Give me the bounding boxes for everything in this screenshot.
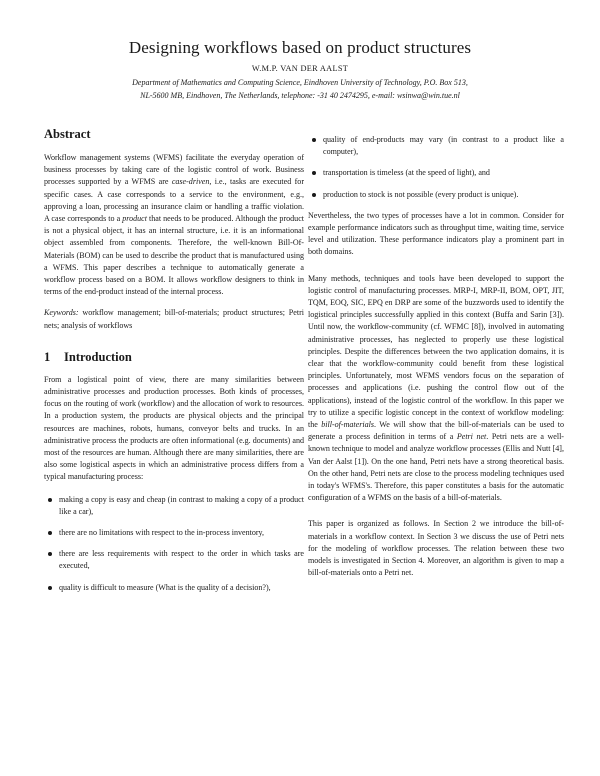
paper-title: Designing workflows based on product structures bbox=[128, 38, 472, 57]
list-item: there are less requirements with respect to the order in which tasks are executed, bbox=[48, 548, 304, 572]
intro-paragraph-2: Nevertheless, the two types of processes have a lot in common. Consider for example performance indicators such as throughput time, waiting time, service level and utilization. These performance indicators play a prominent part in both domains. bbox=[308, 210, 564, 257]
section-heading-introduction: 1 Introduction bbox=[44, 349, 132, 364]
list-item: transportation is timeless (at the speed of light), and bbox=[312, 167, 564, 179]
list-item: there are no limitations with respect to the in-process inventory, bbox=[48, 527, 304, 539]
left-column bbox=[44, 126, 304, 603]
abstract-heading: Abstract bbox=[44, 127, 91, 141]
affiliation-line-2: NL-5600 MB, Eindhoven, The Netherlands, telephone: -31 40 2474295, e-mail: wsinwa@win.tue.nl bbox=[140, 90, 460, 100]
keywords: Keywords: workflow management; bill-of-materials; product structures; Petri nets; analysis of workflows bbox=[44, 308, 304, 330]
intro-paragraph-1: From a logistical point of view, there are many similarities between administrative processes and production processes. Both kinds of processes, focus on the routing of work (workflow) and the allocation of work to resources. In a production system, the products are physical objects and the principal resources are machines, robots, humans, conveyor belts and trucks. In an administrative process the products are often informational (e.g. documents) and most of the resources are human. Although there are many similarities, there are also some logistical aspects in which an administrative process differs from a typical manufacturing process: bbox=[44, 374, 304, 482]
intro-paragraph-3: Many methods, techniques and tools have been developed to support the logistic control of manufacturing processes. MRP-I, MRP-II, BOM, OPT, JIT, TQM, EOQ, SIC, EPQ en DRP are some of the buzzwords used to identify the logistical principles successfully applied in this context (Buffa and Sarin [3]). Until now, the workflow-community (cf. WFMC [8]), involved in automating administrative processes, has neglected to properly use these logistical principles. Despite the differences between the two application domains, it is clear that the workflow-community could benefit from these logistical principles. Unfortunately, most WFMS vendors focus on the separation of processes and applications (i.e. pushing the control flow out of the applications), instead of the logistic control of the workflow. In this paper we try to utilize a specific logistic concept in the context of workflow modeling: the bill-of-materials. We will show that the bill-of-materials can be used to generate a process definition in terms of a Petri net. Petri nets are a well-known technique to model and analyze workflow processes (Ellis and Nutt [4], Van der Aalst [1]). On the one hand, Petri nets have a strong theoretical basis. On the other hand, Petri nets are close to the process modeling techniques used in today's WFMS's. Therefore, this paper constitutes a basis for the automatic configuration of a WFMS on the basis of a bill-of-materials. bbox=[308, 273, 565, 503]
paper-author: W.M.P. VAN DER AALST bbox=[251, 64, 349, 73]
intro-paragraph-4: This paper is organized as follows. In Section 2 we introduce the bill-of-materials in a workflow context. In Section 3 we discuss the use of Petri nets for the modeling of workflow processes. The relation between these two models is investigated in Section 4. Moreover, an algorithm is given to map a bill-of-materials onto a Petri net. bbox=[308, 519, 564, 578]
list-item: quality of end-products may vary (in contrast to a product like a computer), bbox=[312, 134, 564, 158]
bullet-list-left bbox=[44, 494, 304, 594]
list-item: quality is difficult to measure (What is the quality of a decision?), bbox=[48, 582, 304, 594]
list-item: making a copy is easy and cheap (in contrast to making a copy of a product like a car), bbox=[48, 494, 304, 518]
author-affiliation bbox=[60, 77, 540, 102]
right-column bbox=[308, 134, 564, 580]
affiliation-line-1: Department of Mathematics and Computing Science, Eindhoven University of Technology, P.O. Box 513, bbox=[132, 78, 468, 87]
bullet-list-right bbox=[308, 134, 564, 201]
list-item: production to stock is not possible (every product is unique). bbox=[312, 189, 564, 201]
abstract-paragraph: Workflow management systems (WFMS) facilitate the everyday operation of business processes by taking care of the logistic control of work. Business processes supported by a WFMS are case-driven, i.e., tasks are executed for specific cases. A case corresponds to a service to the environment, e.g., approving a loan, processing an insurance claim or handling a traffic violation. A case corresponds to a product that needs to be produced. Although the product is not a physical object, it has an internal structure, i.e. it is an informational object assembled from components. Therefore, the well-known Bill-Of-Materials (BOM) can be used to describe the product that is manufactured using a WFMS. This paper describes a technique to automatically generate a workflow process based on a BOM. It allows workflow designers to think in terms of the end-product instead of the internal process. bbox=[44, 153, 304, 297]
